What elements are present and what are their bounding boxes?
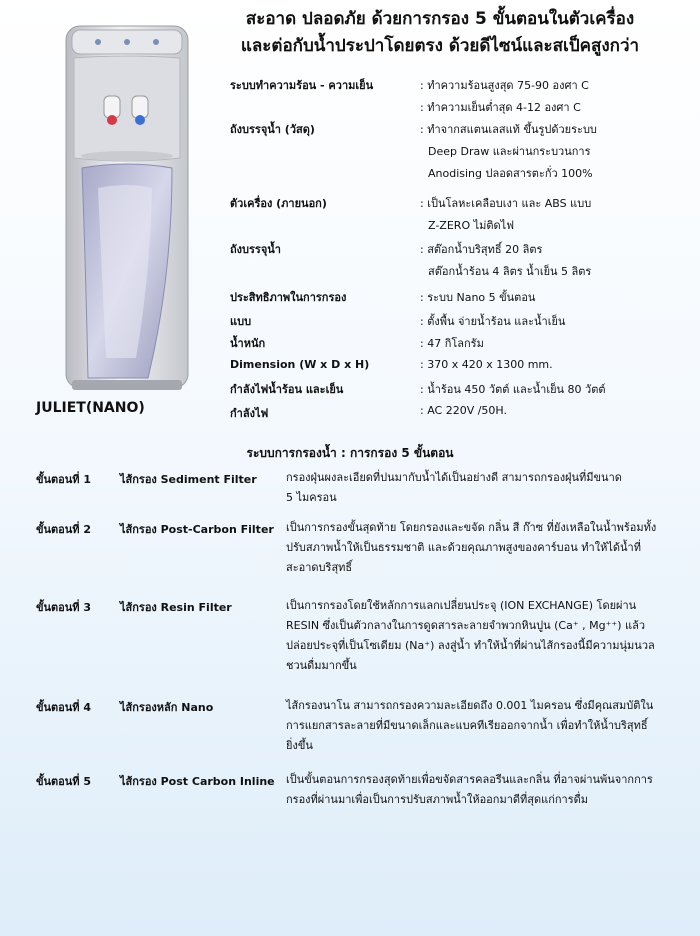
headline xyxy=(200,6,680,60)
spec-label: ถังบรรจุน้ำ (วัสดุ) xyxy=(230,123,315,136)
step-description-line: ปล่อยประจุที่เป็นโซเดียม (Na⁺) ลงสู่น้ำ ทำให้น้ำที่ผ่านไส้กรองนี้มีความนุ่มนวล xyxy=(286,639,655,652)
step-description-line: 5 ไมครอน xyxy=(286,491,337,504)
spec-label: แบบ xyxy=(230,315,252,328)
spec-value: : 47 กิโลกรัม xyxy=(420,337,484,350)
step-description xyxy=(286,696,653,756)
step-description-line: ชวนดื่มมากขึ้น xyxy=(286,659,357,672)
spec-value: : AC 220V /50H. xyxy=(420,404,508,417)
spec-label: ถังบรรจุน้ำ xyxy=(230,243,281,256)
step-name: ไส้กรอง Post Carbon Inline xyxy=(120,775,275,788)
step-description-line: ปรับสภาพน้ำให้เป็นธรรมชาติ และด้วยคุณภาพสูงของคาร์บอน ทำให้ได้น้ำที่ xyxy=(286,541,641,554)
section-title: ระบบการกรองน้ำ : การกรอง 5 ขั้นตอน xyxy=(246,446,454,460)
step-number: ขั้นตอนที่ 3 xyxy=(36,601,92,614)
step-number: ขั้นตอนที่ 4 xyxy=(36,701,92,714)
spec-value: สต๊อกน้ำร้อน 4 ลิตร น้ำเย็น 5 ลิตร xyxy=(428,265,592,278)
product-name: JULIET(NANO) xyxy=(36,400,145,416)
step-description-line: RESIN ซึ่งเป็นตัวกลางในการดูดสารละลายจำพวกหินปูน (Ca⁺ , Mg⁺⁺) แล้ว xyxy=(286,619,646,632)
spec-label: ระบบทำความร้อน - ความเย็น xyxy=(230,79,374,92)
step-description xyxy=(286,770,653,810)
step-description xyxy=(286,468,622,508)
spec-value: Deep Draw และผ่านกระบวนการ xyxy=(428,145,591,158)
spec-value: : ทำความร้อนสูงสุด 75-90 องศา C xyxy=(420,79,589,92)
step-description xyxy=(286,596,655,676)
step-number: ขั้นตอนที่ 1 xyxy=(36,473,92,486)
spec-value: : ทำจากสแตนเลสแท้ ขึ้นรูปด้วยระบบ xyxy=(420,123,597,136)
step-name: ไส้กรอง Sediment Filter xyxy=(120,473,257,486)
step-description-line: เป็นขั้นตอนการกรองสุดท้ายเพื่อขจัดสารคลอรีนและกลิ่น ที่อาจผ่านพ้นจากการ xyxy=(286,773,653,786)
step-number: ขั้นตอนที่ 5 xyxy=(36,775,92,788)
spec-label: ตัวเครื่อง (ภายนอก) xyxy=(230,197,327,210)
step-description-line: ยิ่งขึ้น xyxy=(286,739,313,752)
spec-label: กำลังไฟ xyxy=(230,407,269,420)
step-description-line: กรองฝุ่นผงละเอียดที่ปนมากับน้ำได้เป็นอย่างดี สามารถกรองฝุ่นที่มีขนาด xyxy=(286,471,622,484)
spec-value: : น้ำร้อน 450 วัตต์ และน้ำเย็น 80 วัตต์ xyxy=(420,383,606,396)
step-description xyxy=(286,518,656,578)
spec-value: : ระบบ Nano 5 ขั้นตอน xyxy=(420,291,536,304)
step-name: ไส้กรอง Post-Carbon Filter xyxy=(120,523,274,536)
spec-value: Anodising ปลอดสารตะกั่ว 100% xyxy=(428,167,593,180)
step-description-line: เป็นการกรองขั้นสุดท้าย โดยกรองและขจัด กลิ่น สี ก๊าซ ที่ยังเหลือในน้ำพร้อมทั้ง xyxy=(286,521,657,534)
spec-value: : เป็นโลหะเคลือบเงา และ ABS แบบ xyxy=(420,197,592,210)
spec-value: : สต๊อกน้ำบริสุทธิ์ 20 ลิตร xyxy=(420,243,543,256)
spec-label: กำลังไฟน้ำร้อน และเย็น xyxy=(230,383,344,396)
spec-label: Dimension (W x D x H) xyxy=(230,358,370,371)
step-number: ขั้นตอนที่ 2 xyxy=(36,523,92,536)
step-description-line: การแยกสารละลายที่มีขนาดเล็กและแบคทีเรียออกจากน้ำ เพื่อทำให้น้ำบริสุทธิ์ xyxy=(286,719,648,732)
step-description-line: สะอาดบริสุทธิ์ xyxy=(286,561,353,574)
spec-value: : ทำความเย็นต่ำสุด 4-12 องศา C xyxy=(420,101,581,114)
step-description-line: ไส้กรองนาโน สามารถกรองความละเอียดถึง 0.001 ไมครอน ซึ่งมีคุณสมบัติใน xyxy=(286,699,654,712)
step-description-line: เป็นการกรองโดยใช้หลักการแลกเปลี่ยนประจุ (ION EXCHANGE) โดยผ่าน xyxy=(286,599,637,612)
step-name: ไส้กรองหลัก Nano xyxy=(120,701,214,714)
spec-value: : ตั้งพื้น จ่ายน้ำร้อน และน้ำเย็น xyxy=(420,315,566,328)
spec-label: ประสิทธิภาพในการกรอง xyxy=(230,291,347,304)
step-name: ไส้กรอง Resin Filter xyxy=(120,601,232,614)
headline-line-2: และต่อกับน้ำประปาโดยตรง ด้วยดีไซน์และสเป็คสูงกว่า xyxy=(240,36,640,56)
headline-line-1: สะอาด ปลอดภัย ด้วยการกรอง 5 ขั้นตอนในตัวเครื่อง xyxy=(245,9,635,29)
spec-value: : 370 x 420 x 1300 mm. xyxy=(420,358,553,371)
spec-label: น้ำหนัก xyxy=(230,337,266,350)
spec-value: Z-ZERO ไม่ติดไฟ xyxy=(428,219,514,232)
step-description-line: กรองที่ผ่านมาเพื่อเป็นการปรับสภาพน้ำให้ออกมาดีที่สุดแก่การดื่ม xyxy=(286,793,589,806)
water-dispenser-image xyxy=(52,18,200,394)
